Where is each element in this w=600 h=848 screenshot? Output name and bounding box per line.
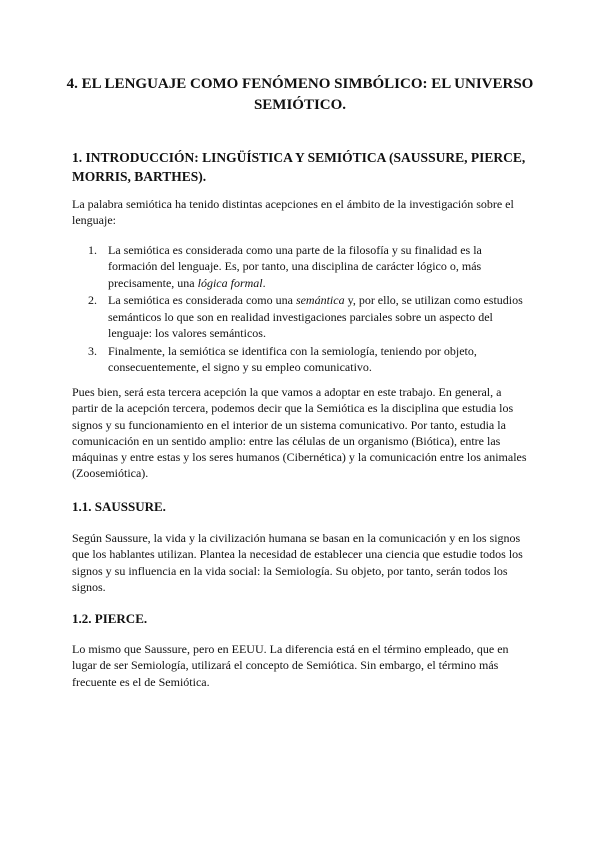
section-heading-pierce: 1.2. PIERCE. — [72, 611, 148, 626]
list-item — [72, 242, 532, 291]
section-heading-introduccion: 1. INTRODUCCIÓN: LINGÜÍSTICA Y SEMIÓTICA (SAUSSURE, PIERCE, MORRIS, BARTHES). — [72, 150, 526, 184]
list-item-number: 3. — [88, 343, 97, 358]
list-item-text-after: . — [262, 275, 266, 290]
list-item-emphasis: lógica formal — [197, 275, 263, 290]
list-item-number: 2. — [88, 293, 97, 308]
list-item-text: La semiótica es considerada como una — [108, 293, 296, 308]
acepciones-list — [72, 242, 532, 377]
list-item-emphasis: semántica — [295, 293, 345, 308]
pierce-paragraph: Lo mismo que Saussure, pero en EEUU. La diferencia está en el término empleado, que en lugar de ser Semiología, utilizará el concepto de Semiótica. Sin embargo, el término más frecuente es el de Semiótica. — [72, 642, 509, 689]
saussure-paragraph: Según Saussure, la vida y la civilización humana se basan en la comunicación y en los signos que los hablantes utilizan. Plantea la necesidad de establecer una ciencia que estudie todos los signos y su influencia en la vida social: la Semiología. Su objeto, por tanto, serán todos los signos. — [72, 531, 523, 594]
intro-paragraph: La palabra semiótica ha tenido distintas acepciones en el ámbito de la investigación sobre el lenguaje: — [72, 197, 514, 228]
document-title: 4. EL LENGUAJE COMO FENÓMENO SIMBÓLICO: EL UNIVERSO SEMIÓTICO. — [66, 76, 534, 113]
list-item — [72, 292, 532, 341]
list-item-text-after: y, por ello, se utilizan como estudios semánticos lo que son en realidad investigaciones parciales sobre un aspecto del lenguaje: los valores semánticos. — [108, 293, 523, 340]
list-item — [72, 343, 532, 376]
list-item-number: 1. — [88, 243, 97, 257]
list-item-text: Finalmente, la semiótica se identifica con la semiología, teniendo por objeto, consecuentemente, el signo y su empleo comunicativo. — [108, 343, 477, 375]
body-paragraph: Pues bien, será esta tercera acepción la que vamos a adoptar en este trabajo. En general, a partir de la acepción tercera, podemos decir que la Semiótica es la disciplina que estudia los signos y su funcionamiento en el interior de un sistema comunicativo. Por tanto, estudia la comunicación en un sentido amplio: entre las células de un organismo (Biótica), entre las máquinas y entre estas y los seres humanos (Cibernética) y la comunicación entre los animales (Zoosemiótica). — [72, 385, 527, 481]
section-heading-saussure: 1.1. SAUSSURE. — [72, 499, 166, 514]
list-item-text: La semiótica es considerada como una parte de la filosofía y su finalidad es la formación del lenguaje. Es, por tanto, una disciplina de carácter lógico o, más precisamente, una — [108, 243, 482, 290]
